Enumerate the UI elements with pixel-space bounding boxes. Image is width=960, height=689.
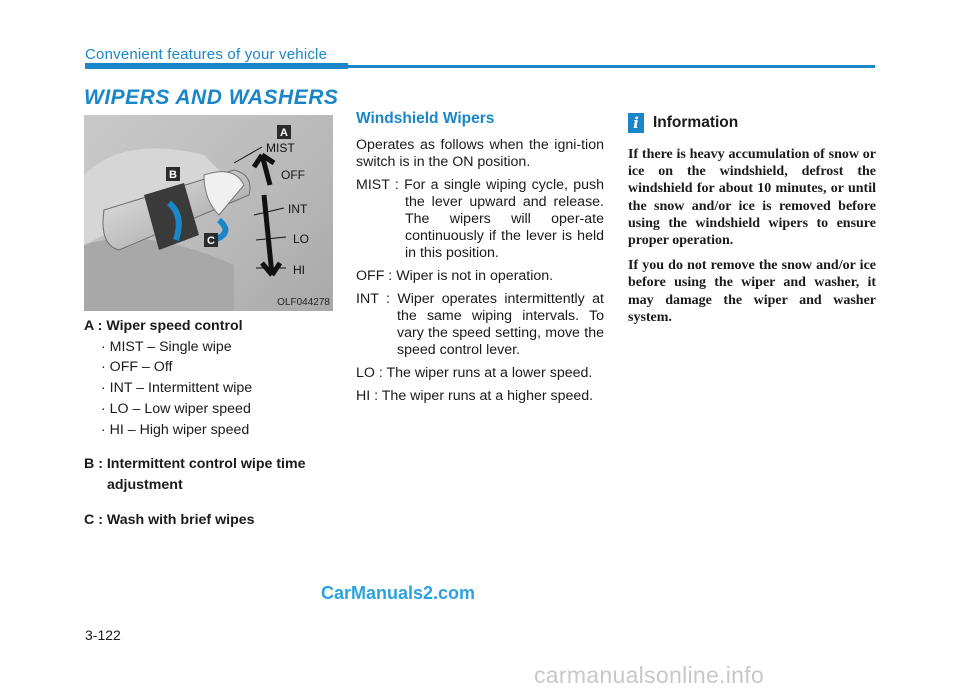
information-box (628, 113, 876, 326)
info-heading (628, 113, 876, 133)
lo-leader (256, 237, 286, 240)
info-paragraph: If there is heavy accumulation of snow or ice on the windshield, defrost the windshield for about 10 minutes, or until the snow and/or ice is removed before using the windshield wipers to ensure proper operation. (628, 147, 876, 249)
figure-code: OLF044278 (277, 297, 330, 308)
page-title: WIPERS AND WASHERS (84, 86, 339, 109)
info-title: Information (653, 114, 739, 131)
legend-b-label: B : Intermittent control wipe time (84, 456, 306, 473)
wipers-heading: Windshield Wipers (356, 110, 495, 127)
label-hi: HI (293, 263, 305, 277)
legend (84, 316, 344, 530)
header-rule-accent (85, 63, 348, 69)
wipers-lo: LO : The wiper runs at a lower speed. (356, 365, 593, 381)
page-number: 3-122 (85, 627, 121, 643)
legend-a-item: · OFF – Off (101, 359, 173, 376)
legend-a-label: A : Wiper speed control (84, 318, 243, 334)
wiper-lever-drawing (84, 115, 333, 311)
label-mist: MIST (266, 141, 295, 155)
legend-b-label-cont: adjustment (107, 476, 183, 493)
watermark-link[interactable]: CarManuals2.com (321, 583, 476, 603)
up-arrow-icon (254, 155, 274, 185)
wipers-mist: MIST : For a single wiping cycle, push the lever upward and release. The wipers will oper-ate continuously if the lever is held in this position. (356, 177, 604, 261)
label-int: INT (288, 202, 308, 216)
badge-b-text: B (169, 169, 177, 181)
label-lo: LO (293, 232, 310, 246)
windshield-wipers-section (356, 110, 604, 405)
legend-c-label: C : Wash with brief wipes (84, 511, 255, 528)
info-icon: i (628, 113, 644, 133)
wipers-off: OFF : Wiper is not in operation. (356, 268, 554, 284)
legend-a-item: · INT – Intermittent wipe (101, 380, 253, 397)
badge-c-text: C (207, 235, 215, 247)
wipers-intro: Operates as follows when the igni-tion switch is in the ON position. (356, 137, 604, 170)
info-paragraph: If you do not remove the snow and/or ice before using the wiper and washer, it may damage the wiper and washer system. (628, 258, 876, 325)
section-header: Convenient features of your vehicle (85, 46, 328, 63)
badge-a-text: A (280, 127, 288, 139)
wipers-hi: HI : The wiper runs at a higher speed. (356, 388, 594, 404)
label-off: OFF (281, 168, 305, 182)
wiper-lever-illustration (84, 115, 333, 311)
int-leader (254, 208, 284, 215)
wipers-int: INT : Wiper operates intermittently at the same wiping intervals. To vary the speed setting, move the speed control lever. (356, 291, 604, 358)
legend-a-item: · MIST – Single wipe (101, 338, 232, 355)
legend-a-item: · HI – High wiper speed (101, 421, 250, 438)
legend-a-item: · LO – Low wiper speed (101, 400, 251, 417)
footer-watermark[interactable]: carmanualsonline.info (534, 662, 765, 688)
down-arrow-icon (262, 195, 280, 275)
